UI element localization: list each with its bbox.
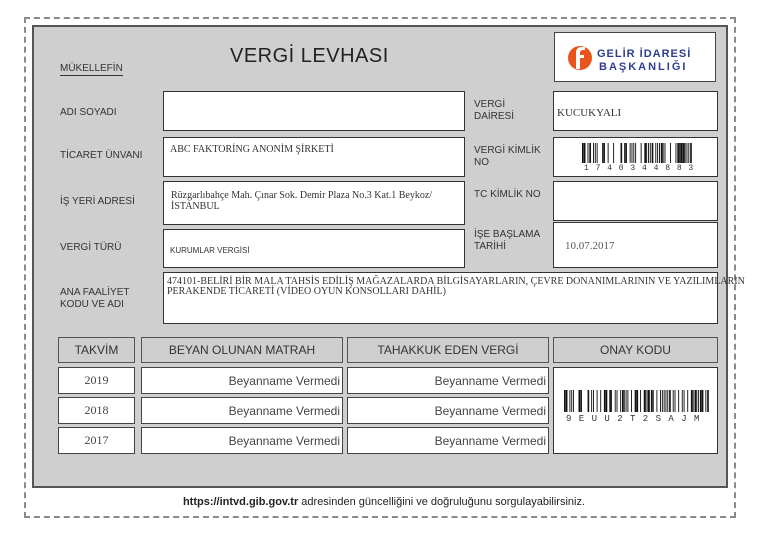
ise-baslama-tarihi-label: İŞE BAŞLAMA TARİHİ: [474, 229, 540, 252]
onay-kodu-header: ONAY KODU: [553, 337, 718, 363]
vergi-dairesi-label: VERGİ DAİRESİ: [474, 99, 515, 122]
table-row-matrah: Beyanname Vermedi: [141, 397, 343, 424]
adi-soyadi-label: ADI SOYADI: [60, 107, 117, 118]
vergi-dairesi-field: KUCUKYALI: [553, 91, 718, 131]
vergi-kimlik-barcode: [582, 143, 692, 163]
is-yeri-adresi-label: İŞ YERİ ADRESİ: [60, 196, 135, 207]
page-title: VERGİ LEVHASI: [230, 45, 389, 67]
takvim-header: TAKVİM: [58, 337, 135, 363]
gib-logo-icon: [567, 41, 593, 73]
ana-faaliyet-field: 474101-BELİRİ BİR MALA TAHSİS EDİLİŞ MAĞAZALARDA BİLGİSAYARLARIN, ÇEVRE DONANIMLARININ VE YAZILIMLARIN PERAKENDE TİCARETİ (VİDEO OYUN KONSOLLARI DAHİL): [163, 272, 718, 324]
vergi-turu-field: KURUMLAR VERGİSİ: [163, 229, 465, 268]
table-row-year: 2019: [58, 367, 135, 394]
tc-kimlik-no-label: TC KİMLİK NO: [474, 189, 541, 200]
table-row-matrah: Beyanname Vermedi: [141, 367, 343, 394]
ticaret-unvani-label: TİCARET ÜNVANI: [60, 150, 143, 161]
gib-logo: [554, 32, 716, 82]
footer-url[interactable]: https://intvd.gib.gov.tr: [182, 496, 299, 508]
vergi-header: TAHAKKUK EDEN VERGİ: [347, 337, 549, 363]
footer-text: adresinden güncelliğini ve doğruluğunu sorgulayabilirsiniz.: [298, 496, 586, 508]
logo-line1: GELİR İDARESİ: [597, 48, 692, 60]
footer-note: [0, 496, 768, 508]
matrah-header: BEYAN OLUNAN MATRAH: [141, 337, 343, 363]
section-label: MÜKELLEFİN: [60, 63, 123, 74]
ticaret-unvani-field: ABC FAKTORİNG ANONİM ŞİRKETİ: [163, 137, 465, 177]
table-row-vergi: Beyanname Vermedi: [347, 367, 549, 394]
table-row-vergi: Beyanname Vermedi: [347, 397, 549, 424]
table-row-vergi: Beyanname Vermedi: [347, 427, 549, 454]
logo-line2: BAŞKANLIĞI: [599, 61, 688, 73]
adi-soyadi-field: [163, 91, 465, 131]
vergi-kimlik-no-field: 1 7 4 0 3 4 4 8 8 3: [553, 137, 718, 177]
table-row-year: 2018: [58, 397, 135, 424]
table-row-year: 2017: [58, 427, 135, 454]
ana-faaliyet-label: ANA FAALİYET KODU VE ADI: [60, 287, 130, 310]
is-yeri-adresi-field: Rüzgarlıbahçe Mah. Çınar Sok. Demir Plaza No.3 Kat.1 Beykoz/ İSTANBUL: [163, 181, 465, 225]
table-row-matrah: Beyanname Vermedi: [141, 427, 343, 454]
vergi-turu-label: VERGİ TÜRÜ: [60, 242, 122, 253]
ise-baslama-tarihi-field: 10.07.2017: [553, 222, 718, 268]
tc-kimlik-no-field: [553, 181, 718, 221]
vergi-kimlik-no-label: VERGİ KİMLİK NO: [474, 145, 541, 168]
onay-kodu-cell: 9 E U U 2 T 2 S A J M: [553, 367, 718, 454]
onay-kodu-barcode: [564, 390, 709, 412]
